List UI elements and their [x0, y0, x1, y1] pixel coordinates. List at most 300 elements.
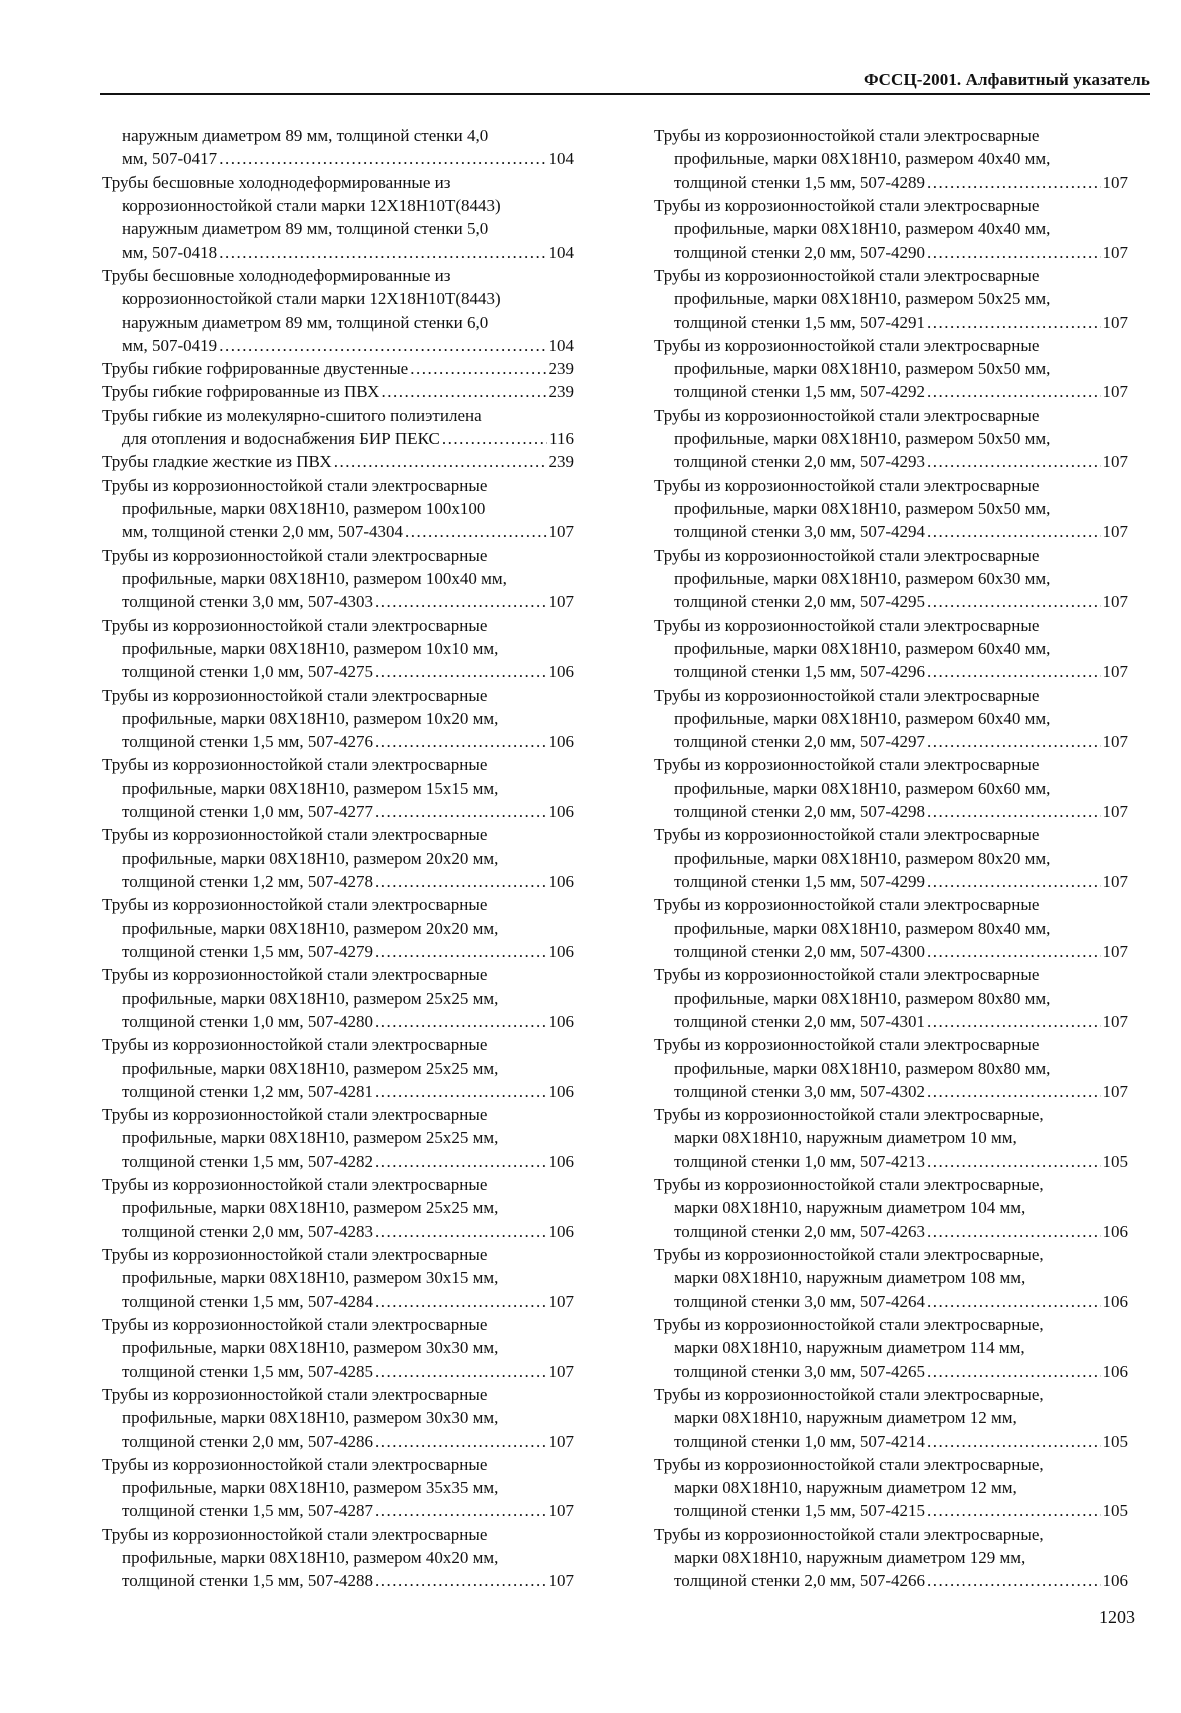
entry-line — [102, 1290, 574, 1313]
index-entry — [654, 474, 1128, 544]
index-entry — [102, 171, 574, 264]
entry-page-number: 104 — [548, 335, 574, 355]
dot-leader — [381, 380, 546, 403]
entry-text: Трубы гладкие жесткие из ПВХ — [102, 452, 332, 472]
dot-leader — [375, 590, 547, 613]
entry-line — [102, 1080, 574, 1103]
entry-line — [654, 1430, 1128, 1453]
entry-line — [654, 660, 1128, 683]
dot-leader — [927, 1569, 1101, 1592]
entry-line: профильные, марки 08Х18Н10, размером 50х50 мм, — [674, 429, 1051, 449]
entry-line — [102, 940, 574, 963]
entry-line: профильные, марки 08Х18Н10, размером 25х25 мм, — [122, 1198, 499, 1218]
entry-line — [654, 1150, 1128, 1173]
entry-page-number: 107 — [1102, 592, 1128, 612]
entry-text: Трубы гибкие гофрированные из ПВХ — [102, 382, 380, 402]
entry-line: профильные, марки 08Х18Н10, размером 30х30 мм, — [122, 1338, 499, 1358]
entry-page-number: 107 — [1102, 1011, 1128, 1031]
entry-line — [102, 450, 574, 473]
dot-leader — [375, 660, 547, 683]
index-entry — [654, 614, 1128, 684]
entry-page-number: 104 — [548, 242, 574, 262]
entry-text: мм, толщиной стенки 2,0 мм, 507-4304 — [122, 522, 404, 542]
index-column-right — [654, 124, 1128, 1593]
index-entry — [654, 1523, 1128, 1593]
dot-leader — [927, 450, 1101, 473]
entry-text: толщиной стенки 2,0 мм, 507-4297 — [674, 732, 925, 752]
entry-text: толщиной стенки 1,5 мм, 507-4276 — [122, 732, 373, 752]
index-entry — [102, 357, 574, 380]
dot-leader — [375, 730, 547, 753]
index-entry — [102, 963, 574, 1033]
entry-line — [102, 730, 574, 753]
entry-text: толщиной стенки 1,5 мм, 507-4299 — [674, 872, 925, 891]
entry-line: Трубы из коррозионностойкой стали электросварные — [102, 1384, 488, 1404]
entry-line — [102, 147, 574, 170]
entry-page-number: 107 — [548, 1361, 574, 1381]
entry-line: профильные, марки 08Х18Н10, размером 80х80 мм, — [674, 988, 1051, 1008]
entry-text: толщиной стенки 1,5 мм, 507-4289 — [674, 172, 925, 192]
entry-line — [102, 1499, 574, 1522]
entry-text: толщиной стенки 2,0 мм, 507-4283 — [122, 1221, 373, 1241]
dot-leader — [405, 520, 546, 543]
entry-page-number: 107 — [1102, 941, 1128, 961]
entry-line: марки 08Х18Н10, наружным диаметром 10 мм, — [674, 1128, 1017, 1148]
entry-line — [102, 427, 574, 450]
entry-line — [654, 1360, 1128, 1383]
dot-leader — [927, 241, 1101, 264]
entry-line: Трубы из коррозионностойкой стали электросварные — [102, 475, 488, 495]
entry-line: Трубы из коррозионностойкой стали электросварные, — [654, 1454, 1044, 1474]
dot-leader — [375, 1220, 547, 1243]
entry-page-number: 239 — [548, 382, 574, 402]
index-entry — [102, 1453, 574, 1523]
dot-leader — [375, 870, 547, 893]
entry-line — [654, 940, 1128, 963]
dot-leader — [375, 1150, 547, 1173]
dot-leader — [927, 1499, 1101, 1522]
entry-line: Трубы из коррозионностойкой стали электросварные — [654, 615, 1040, 635]
entry-line: Трубы из коррозионностойкой стали электросварные — [654, 685, 1040, 705]
entry-line: Трубы из коррозионностойкой стали электросварные — [654, 895, 1040, 915]
entry-line: профильные, марки 08Х18Н10, размером 35х35 мм, — [122, 1478, 499, 1498]
dot-leader — [442, 427, 547, 450]
index-entry — [102, 614, 574, 684]
entry-line: Трубы из коррозионностойкой стали электросварные — [102, 1245, 488, 1264]
entry-page-number: 104 — [548, 149, 574, 169]
entry-page-number: 106 — [548, 941, 574, 961]
entry-line — [654, 800, 1128, 823]
entry-line — [654, 241, 1128, 264]
entry-line: профильные, марки 08Х18Н10, размером 80х20 мм, — [674, 848, 1051, 868]
entry-text: толщиной стенки 1,0 мм, 507-4213 — [674, 1151, 925, 1171]
dot-leader — [410, 357, 546, 380]
entry-page-number: 107 — [548, 1431, 574, 1451]
entry-text: толщиной стенки 2,0 мм, 507-4290 — [674, 242, 925, 262]
entry-text: толщиной стенки 1,5 мм, 507-4282 — [122, 1151, 373, 1171]
entry-line — [654, 1569, 1128, 1592]
entry-text: толщиной стенки 2,0 мм, 507-4266 — [674, 1571, 925, 1591]
index-entry — [102, 1523, 574, 1593]
index-entry — [102, 893, 574, 963]
entry-line — [654, 520, 1128, 543]
entry-text: толщиной стенки 2,0 мм, 507-4293 — [674, 452, 925, 472]
entry-line — [654, 1080, 1128, 1103]
entry-page-number: 106 — [1102, 1291, 1128, 1311]
index-entry — [654, 1313, 1128, 1383]
entry-line — [102, 1220, 574, 1243]
entry-line: марки 08Х18Н10, наружным диаметром 114 мм, — [674, 1338, 1025, 1358]
entry-page-number: 107 — [1102, 662, 1128, 682]
entry-line: профильные, марки 08Х18Н10, размером 80х80 мм, — [674, 1058, 1051, 1078]
entry-line — [102, 334, 574, 357]
entry-line: профильные, марки 08Х18Н10, размером 10х20 мм, — [122, 708, 499, 728]
index-entry — [654, 684, 1128, 754]
entry-line: Трубы из коррозионностойкой стали электросварные, — [654, 1384, 1044, 1404]
dot-leader — [927, 311, 1101, 334]
entry-text: толщиной стенки 1,5 мм, 507-4285 — [122, 1361, 373, 1381]
dot-leader — [927, 730, 1101, 753]
dot-leader — [375, 1569, 547, 1592]
entry-line: Трубы из коррозионностойкой стали электросварные — [654, 475, 1040, 495]
entry-text: толщиной стенки 3,0 мм, 507-4302 — [674, 1081, 925, 1101]
entry-line: марки 08Х18Н10, наружным диаметром 104 мм, — [674, 1198, 1026, 1218]
entry-text: толщиной стенки 2,0 мм, 507-4300 — [674, 941, 925, 961]
entry-line — [102, 800, 574, 823]
dot-leader — [927, 660, 1101, 683]
entry-page-number: 105 — [1102, 1501, 1128, 1521]
entry-line: марки 08Х18Н10, наружным диаметром 129 мм, — [674, 1548, 1026, 1568]
entry-page-number: 107 — [1102, 732, 1128, 752]
index-entry — [102, 1033, 574, 1103]
dot-leader — [927, 1080, 1101, 1103]
entry-line: Трубы из коррозионностойкой стали электросварные — [654, 545, 1040, 565]
dot-leader — [375, 940, 547, 963]
entry-text: толщиной стенки 2,0 мм, 507-4263 — [674, 1221, 925, 1241]
entry-line: Трубы из коррозионностойкой стали электросварные — [102, 755, 488, 775]
entry-text: Трубы гибкие гофрированные двустенные — [102, 359, 409, 379]
entry-text: толщиной стенки 1,5 мм, 507-4287 — [122, 1501, 373, 1521]
entry-line: профильные, марки 08Х18Н10, размером 30х30 мм, — [122, 1408, 499, 1428]
index-entry — [654, 194, 1128, 264]
entry-page-number: 106 — [1102, 1221, 1128, 1241]
entry-line: Трубы из коррозионностойкой стали электросварные, — [654, 1245, 1044, 1264]
entry-line — [102, 1150, 574, 1173]
dot-leader — [334, 450, 547, 473]
entry-line: профильные, марки 08Х18Н10, размером 50х25 мм, — [674, 289, 1051, 309]
entry-line: профильные, марки 08Х18Н10, размером 50х50 мм, — [674, 499, 1051, 518]
dot-leader — [927, 870, 1101, 893]
index-entry — [654, 544, 1128, 614]
entry-line: профильные, марки 08Х18Н10, размером 30х15 мм, — [122, 1268, 499, 1288]
entry-line — [654, 380, 1128, 403]
entry-line: профильные, марки 08Х18Н10, размером 25х25 мм, — [122, 1058, 499, 1078]
entry-text: мм, 507-0418 — [122, 242, 218, 262]
dot-leader — [927, 380, 1101, 403]
entry-text: толщиной стенки 1,5 мм, 507-4284 — [122, 1291, 373, 1311]
entry-text: толщиной стенки 3,0 мм, 507-4265 — [674, 1361, 925, 1381]
entry-line: Трубы из коррозионностойкой стали электросварные, — [654, 1105, 1044, 1125]
entry-line: коррозионностойкой стали марки 12Х18Н10Т(8443) — [122, 289, 501, 309]
entry-line: Трубы из коррозионностойкой стали электросварные — [102, 1454, 488, 1474]
entry-line — [654, 1220, 1128, 1243]
entry-text: толщиной стенки 1,5 мм, 507-4288 — [122, 1571, 373, 1591]
entry-text: толщиной стенки 1,5 мм, 507-4296 — [674, 662, 925, 682]
index-entry — [654, 1383, 1128, 1453]
entry-page-number: 105 — [1102, 1151, 1128, 1171]
entry-line: наружным диаметром 89 мм, толщиной стенки 6,0 — [122, 312, 489, 332]
entry-line: Трубы из коррозионностойкой стали электросварные, — [654, 1524, 1044, 1544]
dot-leader — [927, 1360, 1101, 1383]
index-entry — [102, 1173, 574, 1243]
index-entry — [102, 404, 574, 451]
index-entry — [654, 893, 1128, 963]
entry-text: толщиной стенки 1,5 мм, 507-4215 — [674, 1501, 925, 1521]
entry-text: толщиной стенки 2,0 мм, 507-4298 — [674, 802, 925, 822]
entry-page-number: 106 — [548, 1081, 574, 1101]
entry-line — [102, 241, 574, 264]
entry-line: Трубы из коррозионностойкой стали электросварные — [654, 965, 1040, 985]
entry-line: Трубы из коррозионностойкой стали электросварные — [654, 195, 1040, 215]
entry-text: толщиной стенки 1,2 мм, 507-4281 — [122, 1081, 373, 1101]
entry-line: наружным диаметром 89 мм, толщиной стенки 4,0 — [122, 126, 489, 145]
dot-leader — [219, 147, 546, 170]
entry-line: профильные, марки 08Х18Н10, размером 40х20 мм, — [122, 1548, 499, 1568]
entry-page-number: 107 — [1102, 872, 1128, 891]
entry-line: Трубы из коррозионностойкой стали электросварные — [654, 825, 1040, 845]
entry-line — [654, 171, 1128, 194]
entry-page-number: 116 — [549, 429, 574, 449]
index-entry — [102, 1103, 574, 1173]
entry-page-number: 106 — [548, 732, 574, 752]
entry-line: профильные, марки 08Х18Н10, размером 25х25 мм, — [122, 1128, 499, 1148]
entry-page-number: 106 — [548, 662, 574, 682]
entry-text: толщиной стенки 2,0 мм, 507-4295 — [674, 592, 925, 612]
entry-page-number: 107 — [548, 522, 574, 542]
entry-line: Трубы из коррозионностойкой стали электросварные — [102, 1314, 488, 1334]
entry-line: марки 08Х18Н10, наружным диаметром 12 мм, — [674, 1408, 1017, 1428]
entry-line — [654, 730, 1128, 753]
entry-line: профильные, марки 08Х18Н10, размером 25х25 мм, — [122, 988, 499, 1008]
index-entry — [654, 823, 1128, 893]
dot-leader — [927, 1290, 1101, 1313]
entry-line: наружным диаметром 89 мм, толщиной стенки 5,0 — [122, 219, 489, 239]
dot-leader — [375, 1080, 547, 1103]
entry-line: профильные, марки 08Х18Н10, размером 40х40 мм, — [674, 149, 1051, 169]
entry-text: толщиной стенки 3,0 мм, 507-4294 — [674, 522, 925, 542]
dot-leader — [927, 940, 1101, 963]
dot-leader — [927, 1010, 1101, 1033]
entry-page-number: 107 — [548, 592, 574, 612]
index-entry — [654, 753, 1128, 823]
entry-line: Трубы из коррозионностойкой стали электросварные — [102, 545, 488, 565]
entry-line: Трубы из коррозионностойкой стали электросварные — [654, 405, 1040, 425]
index-entry — [102, 1383, 574, 1453]
entry-text: толщиной стенки 1,2 мм, 507-4278 — [122, 872, 373, 891]
entry-line: Трубы из коррозионностойкой стали электросварные — [102, 1035, 488, 1055]
entry-line — [102, 380, 574, 403]
entry-page-number: 106 — [548, 802, 574, 822]
entry-line: Трубы из коррозионностойкой стали электросварные — [102, 1524, 488, 1544]
entry-line: марки 08Х18Н10, наружным диаметром 108 мм, — [674, 1268, 1026, 1288]
dot-leader — [927, 1430, 1101, 1453]
dot-leader — [219, 334, 546, 357]
entry-page-number: 239 — [548, 452, 574, 472]
index-entry — [102, 823, 574, 893]
entry-line — [102, 1010, 574, 1033]
entry-line: профильные, марки 08Х18Н10, размером 80х40 мм, — [674, 918, 1051, 938]
index-entry — [654, 1173, 1128, 1243]
entry-line: профильные, марки 08Х18Н10, размером 60х40 мм, — [674, 638, 1051, 658]
entry-line — [102, 1360, 574, 1383]
entry-page-number: 107 — [1102, 522, 1128, 542]
entry-page-number: 106 — [1102, 1571, 1128, 1591]
dot-leader — [927, 520, 1101, 543]
entry-line: Трубы из коррозионностойкой стали электросварные — [102, 685, 488, 705]
entry-line: Трубы из коррозионностойкой стали электросварные — [654, 335, 1040, 355]
entry-line: профильные, марки 08Х18Н10, размером 40х40 мм, — [674, 219, 1051, 239]
index-entry — [102, 264, 574, 357]
dot-leader — [927, 800, 1101, 823]
entry-line: Трубы из коррозионностойкой стали электросварные — [102, 1105, 488, 1125]
entry-line: марки 08Х18Н10, наружным диаметром 12 мм, — [674, 1478, 1017, 1498]
dot-leader — [219, 241, 546, 264]
index-entry — [654, 124, 1128, 194]
index-entry — [654, 334, 1128, 404]
entry-line — [654, 450, 1128, 473]
entry-line: Трубы из коррозионностойкой стали электросварные — [102, 615, 488, 635]
index-entry — [102, 380, 574, 403]
dot-leader — [375, 800, 547, 823]
entry-line — [102, 660, 574, 683]
entry-line — [654, 590, 1128, 613]
header-rule — [100, 93, 1150, 95]
entry-line: Трубы из коррозионностойкой стали электросварные — [102, 965, 488, 985]
entry-page-number: 107 — [1102, 452, 1128, 472]
entry-page-number: 107 — [1102, 312, 1128, 332]
entry-page-number: 107 — [548, 1571, 574, 1591]
entry-line: Трубы из коррозионностойкой стали электросварные, — [654, 1314, 1044, 1334]
entry-line — [654, 1290, 1128, 1313]
index-entry — [654, 1453, 1128, 1523]
index-entry — [102, 1313, 574, 1383]
entry-page-number: 107 — [1102, 242, 1128, 262]
entry-text: мм, 507-0417 — [122, 149, 218, 169]
entry-line: Трубы из коррозионностойкой стали электросварные — [654, 126, 1040, 145]
entry-text: толщиной стенки 3,0 мм, 507-4303 — [122, 592, 373, 612]
entry-line: Трубы из коррозионностойкой стали электросварные, — [654, 1175, 1044, 1195]
index-entry — [654, 1103, 1128, 1173]
index-entry — [102, 450, 574, 473]
entry-line: Трубы из коррозионностойкой стали электросварные — [654, 265, 1040, 285]
entry-line — [102, 357, 574, 380]
entry-text: толщиной стенки 1,0 мм, 507-4280 — [122, 1011, 373, 1031]
entry-line — [654, 1499, 1128, 1522]
entry-page-number: 106 — [548, 1011, 574, 1031]
entry-text: толщиной стенки 1,0 мм, 507-4214 — [674, 1431, 925, 1451]
entry-line — [654, 870, 1128, 893]
entry-line — [102, 870, 574, 893]
entry-page-number: 107 — [548, 1291, 574, 1311]
index-entry — [102, 753, 574, 823]
entry-page-number: 106 — [548, 1221, 574, 1241]
index-entry — [102, 1243, 574, 1313]
entry-text: толщиной стенки 2,0 мм, 507-4286 — [122, 1431, 373, 1451]
entry-line — [654, 311, 1128, 334]
entry-line: профильные, марки 08Х18Н10, размером 100х100 — [122, 499, 486, 518]
entry-line: профильные, марки 08Х18Н10, размером 20х20 мм, — [122, 918, 499, 938]
entry-line: Трубы из коррозионностойкой стали электросварные — [654, 755, 1040, 775]
dot-leader — [927, 171, 1101, 194]
entry-line: Трубы из коррозионностойкой стали электросварные — [654, 1035, 1040, 1055]
dot-leader — [375, 1499, 547, 1522]
entry-line — [654, 1010, 1128, 1033]
entry-page-number: 107 — [548, 1501, 574, 1521]
entry-text: толщиной стенки 3,0 мм, 507-4264 — [674, 1291, 925, 1311]
entry-line: коррозионностойкой стали марки 12Х18Н10Т(8443) — [122, 195, 501, 215]
index-entry — [102, 474, 574, 544]
entry-line: Трубы бесшовные холоднодеформированные из — [102, 265, 451, 285]
entry-text: толщиной стенки 1,0 мм, 507-4275 — [122, 662, 373, 682]
page-header — [100, 70, 1150, 96]
entry-line: Трубы из коррозионностойкой стали электросварные — [102, 825, 488, 845]
entry-page-number: 107 — [1102, 382, 1128, 402]
entry-line: профильные, марки 08Х18Н10, размером 60х60 мм, — [674, 778, 1051, 798]
entry-line: профильные, марки 08Х18Н10, размером 20х20 мм, — [122, 848, 499, 868]
entry-page-number: 105 — [1102, 1431, 1128, 1451]
entry-line — [102, 1569, 574, 1592]
dot-leader — [375, 1010, 547, 1033]
entry-line: профильные, марки 08Х18Н10, размером 60х30 мм, — [674, 568, 1051, 588]
entry-line: Трубы из коррозионностойкой стали электросварные — [102, 895, 488, 915]
entry-page-number: 106 — [548, 1151, 574, 1171]
entry-page-number: 106 — [1102, 1361, 1128, 1381]
entry-text: толщиной стенки 1,5 мм, 507-4291 — [674, 312, 925, 332]
entry-line: профильные, марки 08Х18Н10, размером 50х50 мм, — [674, 359, 1051, 379]
entry-line: Трубы из коррозионностойкой стали электросварные — [102, 1175, 488, 1195]
index-entry — [102, 684, 574, 754]
index-entry — [654, 264, 1128, 334]
index-entry — [654, 1243, 1128, 1313]
index-column-left — [102, 124, 574, 1593]
entry-line — [102, 590, 574, 613]
entry-page-number: 107 — [1102, 172, 1128, 192]
index-entry — [654, 963, 1128, 1033]
entry-text: толщиной стенки 2,0 мм, 507-4301 — [674, 1011, 925, 1031]
entry-text: толщиной стенки 1,5 мм, 507-4292 — [674, 382, 925, 402]
dot-leader — [927, 1220, 1101, 1243]
index-entry — [102, 124, 574, 171]
header-title: ФССЦ-2001. Алфавитный указатель — [863, 70, 1150, 89]
page-number: 1203 — [1099, 1607, 1135, 1627]
entry-text: для отопления и водоснабжения БИР ПЕКС — [122, 429, 440, 449]
index-entry — [654, 1033, 1128, 1103]
entry-line — [102, 520, 574, 543]
entry-line: профильные, марки 08Х18Н10, размером 15х15 мм, — [122, 778, 499, 798]
dot-leader — [375, 1290, 547, 1313]
index-entry — [654, 404, 1128, 474]
entry-line: Трубы гибкие из молекулярно-сшитого полиэтилена — [102, 405, 482, 425]
dot-leader — [927, 590, 1101, 613]
entry-line: Трубы бесшовные холоднодеформированные из — [102, 172, 451, 192]
entry-line: профильные, марки 08Х18Н10, размером 10х10 мм, — [122, 638, 499, 658]
entry-page-number: 239 — [548, 359, 574, 379]
entry-line — [102, 1430, 574, 1453]
entry-text: толщиной стенки 1,5 мм, 507-4279 — [122, 941, 373, 961]
dot-leader — [375, 1430, 547, 1453]
entry-page-number: 107 — [1102, 802, 1128, 822]
entry-page-number: 107 — [1102, 1081, 1128, 1101]
